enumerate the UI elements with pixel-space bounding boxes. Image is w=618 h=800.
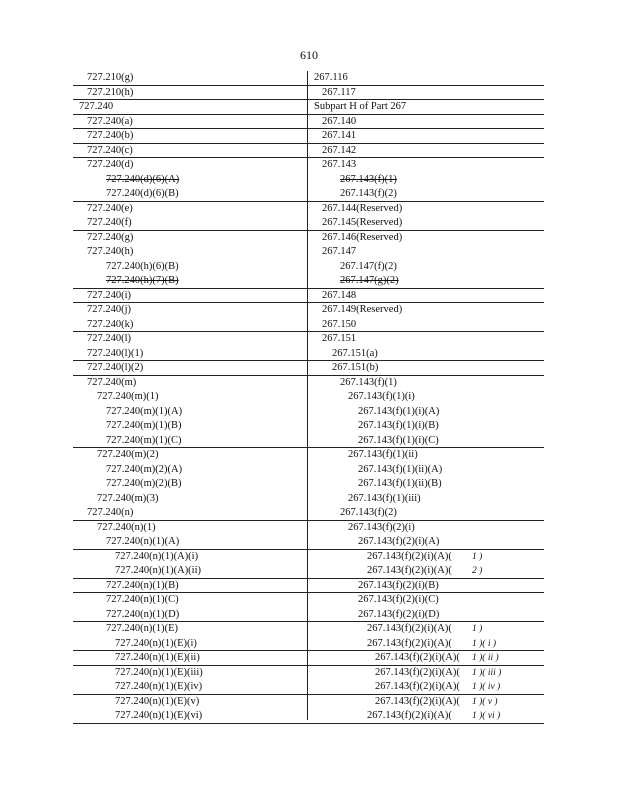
- new-section-cell: 267.143(f)(1)(ii)(A): [358, 463, 443, 475]
- table-row: [73, 521, 544, 536]
- old-section-cell: 727.240(n)(1)(A)(ii): [115, 565, 202, 576]
- table-row: [73, 144, 544, 159]
- page-number: 610: [300, 48, 318, 62]
- new-section-cell: Subpart H of Part 267: [314, 101, 407, 112]
- new-section-cell: 267.151(b): [332, 362, 379, 373]
- old-section-cell: 727.240(d)(6)(A): [106, 173, 180, 185]
- old-section-cell: 727.240(m)(2)(A): [106, 463, 183, 475]
- new-section-cell: 267.143(f)(2)(i)(A)(: [367, 623, 452, 634]
- new-section-cell: 267.140: [322, 115, 357, 127]
- old-section-cell: 727.240(h)(6)(B): [106, 260, 179, 272]
- new-section-cell: 267.143(f)(1)(i)(B): [358, 420, 439, 431]
- new-section-cell: 267.143(f)(2): [340, 188, 397, 199]
- table-row: [73, 637, 544, 652]
- table-row: [73, 332, 544, 347]
- new-section-cell: 267.145(Reserved): [322, 217, 403, 228]
- old-section-cell: 727.240(i): [87, 289, 132, 301]
- old-section-cell: 727.240(e): [87, 202, 133, 214]
- table-row: [73, 680, 544, 695]
- old-section-cell: 727.240(n)(1)(A): [106, 536, 180, 547]
- old-section-cell: 727.240(n)(1)(E)(vi): [115, 710, 203, 721]
- table-row: [73, 448, 544, 463]
- new-section-cell: 267.143(f)(1)(iii): [348, 492, 421, 504]
- new-section-cell: 267.143(f)(2)(i)(A)(: [375, 695, 460, 707]
- old-section-cell: 727.240(n)(1)(E)(i): [115, 637, 197, 649]
- table-row: [73, 709, 544, 724]
- new-section-cell: 267.151: [322, 333, 357, 344]
- table-row: [73, 492, 544, 507]
- table-row: [73, 115, 544, 130]
- table-row: [73, 100, 544, 115]
- table-row: [73, 318, 544, 333]
- new-section-cell: 267.147(g)(2): [340, 275, 399, 286]
- new-section-cell: 267.141: [322, 130, 357, 141]
- table-row: [73, 695, 544, 710]
- old-section-cell: 727.240(d): [87, 159, 134, 170]
- table-row: [73, 550, 544, 565]
- new-section-cell: 267.151(a): [332, 347, 378, 359]
- table-row: [73, 187, 544, 202]
- table-row: [73, 506, 544, 521]
- new-section-cell: 267.147(f)(2): [340, 260, 397, 272]
- new-section-cell: 267.148: [322, 289, 357, 301]
- table-row: [73, 173, 544, 188]
- old-section-cell: 727.240(n)(1)(E)(iii): [115, 666, 203, 678]
- old-section-cell: 727.240(n)(1)(E)(ii): [115, 652, 200, 663]
- new-section-cell: 267.146(Reserved): [322, 231, 403, 243]
- table-row: [73, 245, 544, 260]
- paragraph-suffix: 1 ): [472, 551, 483, 562]
- old-section-cell: 727.240(m): [87, 376, 137, 388]
- new-section-cell: 267.143(f)(1)(i): [348, 391, 415, 402]
- table-row: [73, 216, 544, 231]
- table-row: [73, 419, 544, 434]
- paragraph-suffix: 1 ): [472, 624, 483, 634]
- new-section-cell: 267.143(f)(1): [340, 376, 397, 388]
- cross-reference-table: [73, 71, 544, 724]
- new-section-cell: 267.117: [322, 86, 356, 98]
- old-section-cell: 727.240(n)(1)(D): [106, 608, 180, 620]
- new-section-cell: 267.150: [322, 318, 357, 330]
- table-row: [73, 158, 544, 173]
- old-section-cell: 727.240(n)(1)(E)(v): [115, 695, 200, 707]
- table-row: [73, 593, 544, 608]
- paragraph-suffix: 1 )( iii ): [472, 667, 502, 678]
- old-section-cell: 727.240(l)(2): [87, 362, 144, 373]
- old-section-cell: 727.240(n)(1)(E): [106, 623, 179, 634]
- table-row: [73, 260, 544, 275]
- old-section-cell: 727.240(n)(1): [97, 521, 156, 533]
- old-section-cell: 727.240(m)(1)(A): [106, 405, 183, 417]
- table-row: [73, 651, 544, 666]
- new-section-cell: 267.143(f)(2)(i)(A)(: [367, 550, 452, 562]
- new-section-cell: 267.143(f)(2)(i): [348, 521, 415, 533]
- old-section-cell: 727.240: [79, 101, 114, 112]
- new-section-cell: 267.143(f)(2)(i)(C): [358, 594, 439, 605]
- paragraph-suffix: 1 )( vi ): [472, 711, 501, 721]
- old-section-cell: 727.240(n)(1)(C): [106, 594, 179, 605]
- new-section-cell: 267.144(Reserved): [322, 202, 403, 214]
- new-section-cell: 267.143(f)(2)(i)(A)(: [375, 666, 460, 678]
- old-section-cell: 727.240(l)(1): [87, 347, 144, 359]
- old-section-cell: 727.240(j): [87, 304, 132, 315]
- new-section-cell: 267.143(f)(1)(ii): [348, 449, 418, 460]
- new-section-cell: 267.143(f)(2): [340, 507, 397, 518]
- table-row: [73, 608, 544, 623]
- table-row: [73, 274, 544, 289]
- new-section-cell: 267.143(f)(2)(i)(A)(: [375, 652, 460, 663]
- old-section-cell: 727.210(h): [87, 86, 134, 98]
- table-row: [73, 376, 544, 391]
- new-section-cell: 267.143(f)(1)(i)(A): [358, 405, 440, 417]
- old-section-cell: 727.240(k): [87, 318, 134, 330]
- old-section-cell: 727.240(g): [87, 231, 134, 243]
- new-section-cell: 267.143(f)(2)(i)(A): [358, 536, 440, 547]
- new-section-cell: 267.143(f)(2)(i)(A)(: [367, 710, 452, 721]
- old-section-cell: 727.240(m)(2)(B): [106, 478, 182, 489]
- new-section-cell: 267.142: [322, 144, 357, 156]
- table-row: [73, 129, 544, 144]
- table-row: [73, 71, 544, 86]
- new-section-cell: 267.143(f)(2)(i)(A)(: [367, 637, 452, 649]
- new-section-cell: 267.147: [322, 246, 357, 257]
- old-section-cell: 727.240(a): [87, 115, 133, 127]
- paragraph-suffix: 1 )( i ): [472, 638, 497, 649]
- old-section-cell: 727.240(m)(1): [97, 391, 159, 402]
- new-section-cell: 267.143(f)(1)(i)(C): [358, 434, 439, 446]
- table-row: [73, 289, 544, 304]
- table-row: [73, 477, 544, 492]
- table-row: [73, 303, 544, 318]
- old-section-cell: 727.240(d)(6)(B): [106, 188, 179, 199]
- table-row: [73, 535, 544, 550]
- old-section-cell: 727.240(m)(2): [97, 449, 159, 460]
- table-row: [73, 463, 544, 478]
- old-section-cell: 727.240(m)(1)(B): [106, 420, 182, 431]
- table-row: [73, 202, 544, 217]
- old-section-cell: 727.240(m)(1)(C): [106, 434, 182, 446]
- table-row: [73, 347, 544, 362]
- table-row: [73, 390, 544, 405]
- new-section-cell: 267.143(f)(2)(i)(A)(: [375, 681, 460, 692]
- old-section-cell: 727.240(b): [87, 130, 134, 141]
- table-row: [73, 666, 544, 681]
- old-section-cell: 727.240(h): [87, 246, 134, 257]
- paragraph-suffix: 1 )( ii ): [472, 653, 499, 663]
- paragraph-suffix: 2 ): [472, 566, 483, 576]
- old-section-cell: 727.240(n)(1)(A)(i): [115, 550, 199, 562]
- new-section-cell: 267.143(f)(1)(ii)(B): [358, 478, 442, 489]
- table-row: [73, 564, 544, 579]
- old-section-cell: 727.240(c): [87, 144, 133, 156]
- old-section-cell: 727.240(n)(1)(E)(iv): [115, 681, 203, 692]
- table-row: [73, 361, 544, 376]
- new-section-cell: 267.116: [314, 72, 348, 83]
- old-section-cell: 727.240(f): [87, 217, 132, 228]
- table-row: [73, 405, 544, 420]
- new-section-cell: 267.143(f)(2)(i)(B): [358, 579, 439, 591]
- paragraph-suffix: 1 )( iv ): [472, 682, 501, 692]
- old-section-cell: 727.210(g): [87, 72, 134, 83]
- new-section-cell: 267.149(Reserved): [322, 304, 403, 315]
- old-section-cell: 727.240(h)(7)(B): [106, 275, 179, 286]
- new-section-cell: 267.143: [322, 159, 357, 170]
- new-section-cell: 267.143(f)(2)(i)(A)(: [367, 565, 452, 576]
- table-row: [73, 86, 544, 101]
- old-section-cell: 727.240(n)(1)(B): [106, 579, 179, 591]
- paragraph-suffix: 1 )( v ): [472, 696, 498, 707]
- table-row: [73, 434, 544, 449]
- table-row: [73, 579, 544, 594]
- table-row: [73, 622, 544, 637]
- new-section-cell: 267.143(f)(2)(i)(D): [358, 608, 440, 620]
- old-section-cell: 727.240(n): [87, 507, 134, 518]
- table-row: [73, 231, 544, 246]
- new-section-cell: 267.143(f)(1): [340, 173, 397, 185]
- old-section-cell: 727.240(m)(3): [97, 492, 159, 504]
- old-section-cell: 727.240(l): [87, 333, 132, 344]
